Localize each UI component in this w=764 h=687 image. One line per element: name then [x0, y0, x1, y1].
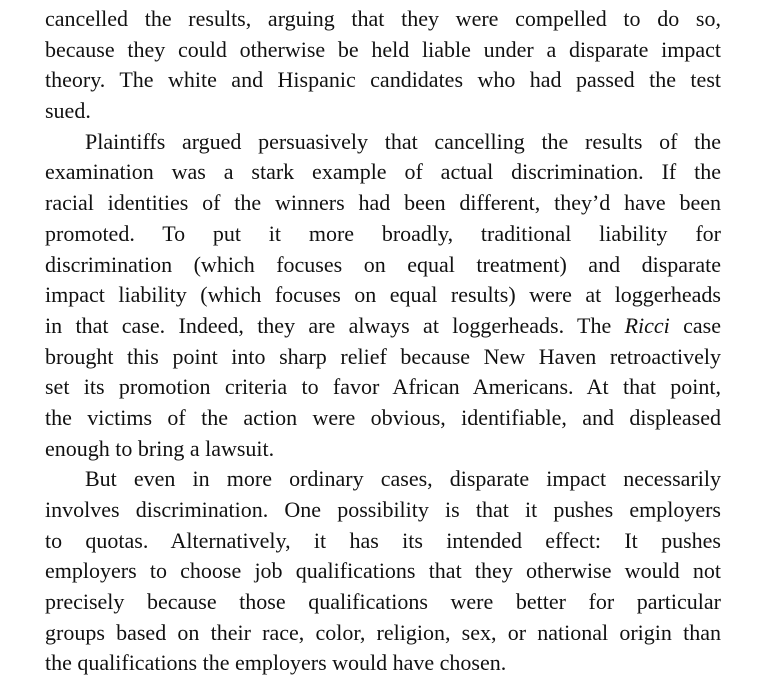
text-line: the qualifications the employers would have chosen.	[45, 650, 507, 676]
text-line: racial identities of the winners had been different, they’d have been	[45, 190, 721, 216]
text-line: cancelled the results, arguing that they were compelled to do so,	[45, 6, 721, 31]
paragraph-3	[45, 464, 721, 679]
document-page	[45, 0, 721, 679]
text-line: enough to bring a lawsuit.	[45, 435, 275, 461]
text-line: to quotas. Alternatively, it has its intended effect: It pushes	[45, 527, 721, 553]
paragraph-1	[45, 4, 721, 127]
text-line: promoted. To put it more broadly, traditional liability for	[45, 220, 721, 246]
text-line: theory. The white and Hispanic candidates who had passed the test	[45, 67, 721, 93]
text-line: sued.	[45, 98, 91, 124]
text-line: because they could otherwise be held liable under a disparate impact	[45, 36, 721, 62]
text-line: involves discrimination. One possibility is that it pushes employers	[45, 497, 721, 522]
text-line: groups based on their race, color, religion, sex, or national origin than	[45, 619, 721, 645]
text-line: the victims of the action were obvious, identifiable, and displeased	[45, 404, 721, 430]
text-line: impact liability (which focuses on equal results) were at loggerheads	[45, 282, 721, 308]
paragraph-2	[45, 127, 721, 465]
text-line: set its promotion criteria to favor African Americans. At that point,	[45, 374, 721, 400]
case-name-ricci: Ricci	[624, 312, 670, 338]
text-line: But even in more ordinary cases, disparate impact necessarily	[85, 466, 721, 492]
text-line: Plaintiffs argued persuasively that cancelling the results of the	[85, 128, 721, 154]
text-line: discrimination (which focuses on equal treatment) and disparate	[45, 251, 721, 277]
text-line-with-case-name	[45, 311, 721, 342]
text-line: employers to choose job qualifications that they otherwise would not	[45, 558, 721, 584]
text-line: brought this point into sharp relief because New Haven retroactively	[45, 343, 721, 369]
text-segment: in that case. Indeed, they are always at loggerheads. The	[45, 312, 612, 338]
text-line: examination was a stark example of actual discrimination. If the	[45, 159, 721, 185]
text-line: precisely because those qualifications were better for particular	[45, 589, 721, 615]
text-segment: case	[683, 312, 722, 338]
